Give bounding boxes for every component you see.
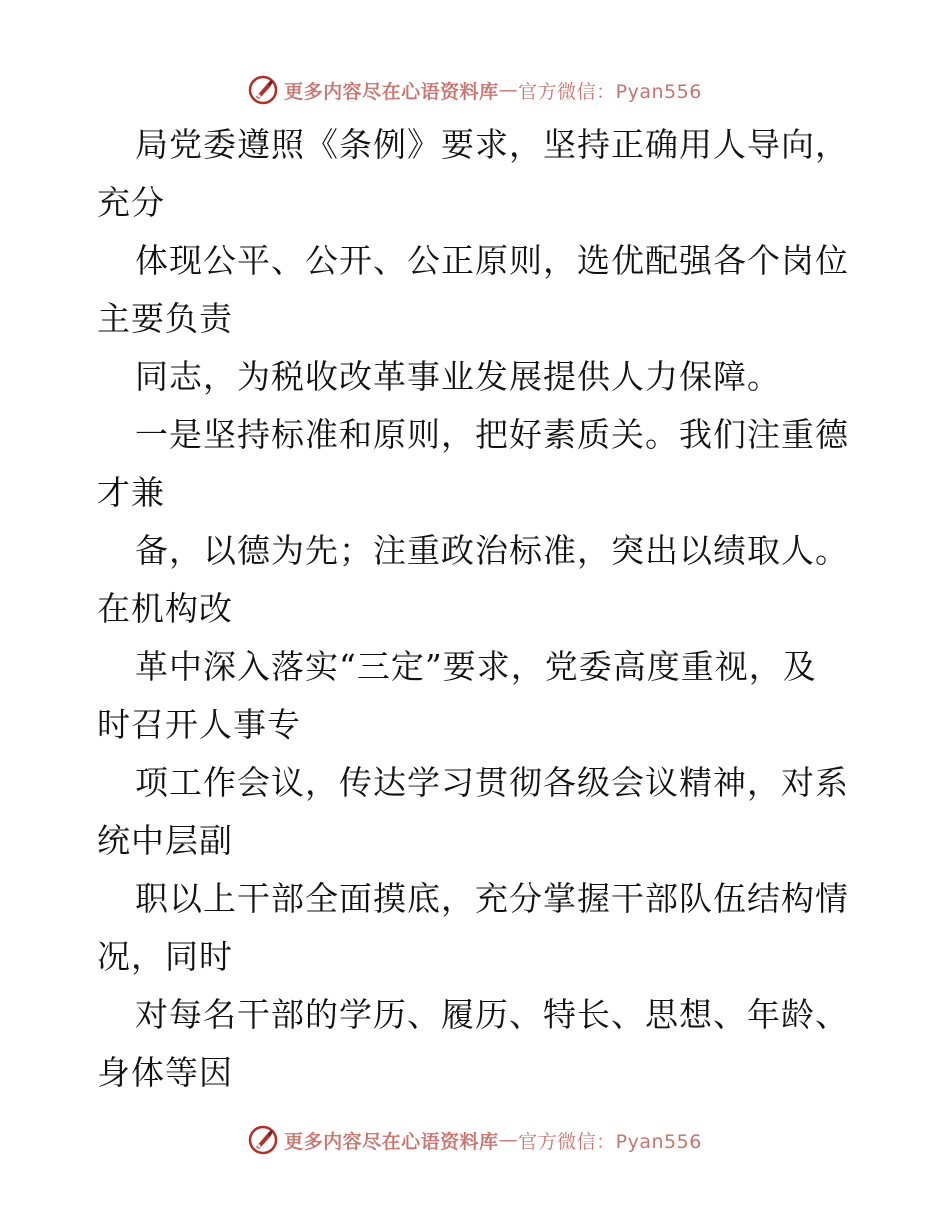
text-line: 在机构改 [97, 589, 233, 628]
text-line: 体现公平、公开、公正原则，选优配强各个岗位 [135, 241, 849, 280]
banner-wechat: 官方微信：Pyan556 [518, 1130, 702, 1153]
text-line: 一是坚持标准和原则，把好素质关。我们注重德 [135, 415, 849, 454]
text-line: 对每名干部的学历、履历、特长、思想、年龄、 [135, 995, 849, 1034]
banner-text: 更多内容尽在心语资料库 [284, 80, 499, 103]
text-line: 充分 [97, 183, 165, 222]
banner-dash: — [498, 1129, 519, 1151]
text-line: 项工作会议，传达学习贯彻各级会议精神，对系 [135, 763, 849, 802]
pen-nib-logo-icon [248, 1125, 278, 1155]
banner-wechat: 官方微信：Pyan556 [518, 80, 702, 103]
text-line: 主要负责 [97, 299, 233, 338]
text-line: 同志，为税收改革事业发展提供人力保障。 [135, 357, 781, 396]
text-line: 时召开人事专 [97, 705, 301, 744]
text-line: 况，同时 [97, 937, 233, 976]
text-line: 职以上干部全面摸底，充分掌握干部队伍结构情 [135, 879, 849, 918]
text-line: 才兼 [97, 473, 165, 512]
text-line: 统中层副 [97, 821, 233, 860]
pen-nib-logo-icon [248, 75, 278, 105]
banner-dash: — [498, 79, 519, 101]
banner-text: 更多内容尽在心语资料库 [284, 1130, 499, 1153]
text-line: 备，以德为先；注重政治标准，突出以绩取人。 [135, 531, 849, 570]
header-watermark-banner [0, 70, 950, 110]
text-line: 局党委遵照《条例》要求，坚持正确用人导向， [135, 125, 849, 164]
footer-watermark-banner [0, 1120, 950, 1160]
document-body [97, 116, 857, 1102]
text-line: 革中深入落实“三定”要求，党委高度重视，及 [135, 647, 817, 686]
text-line: 身体等因 [97, 1053, 233, 1092]
